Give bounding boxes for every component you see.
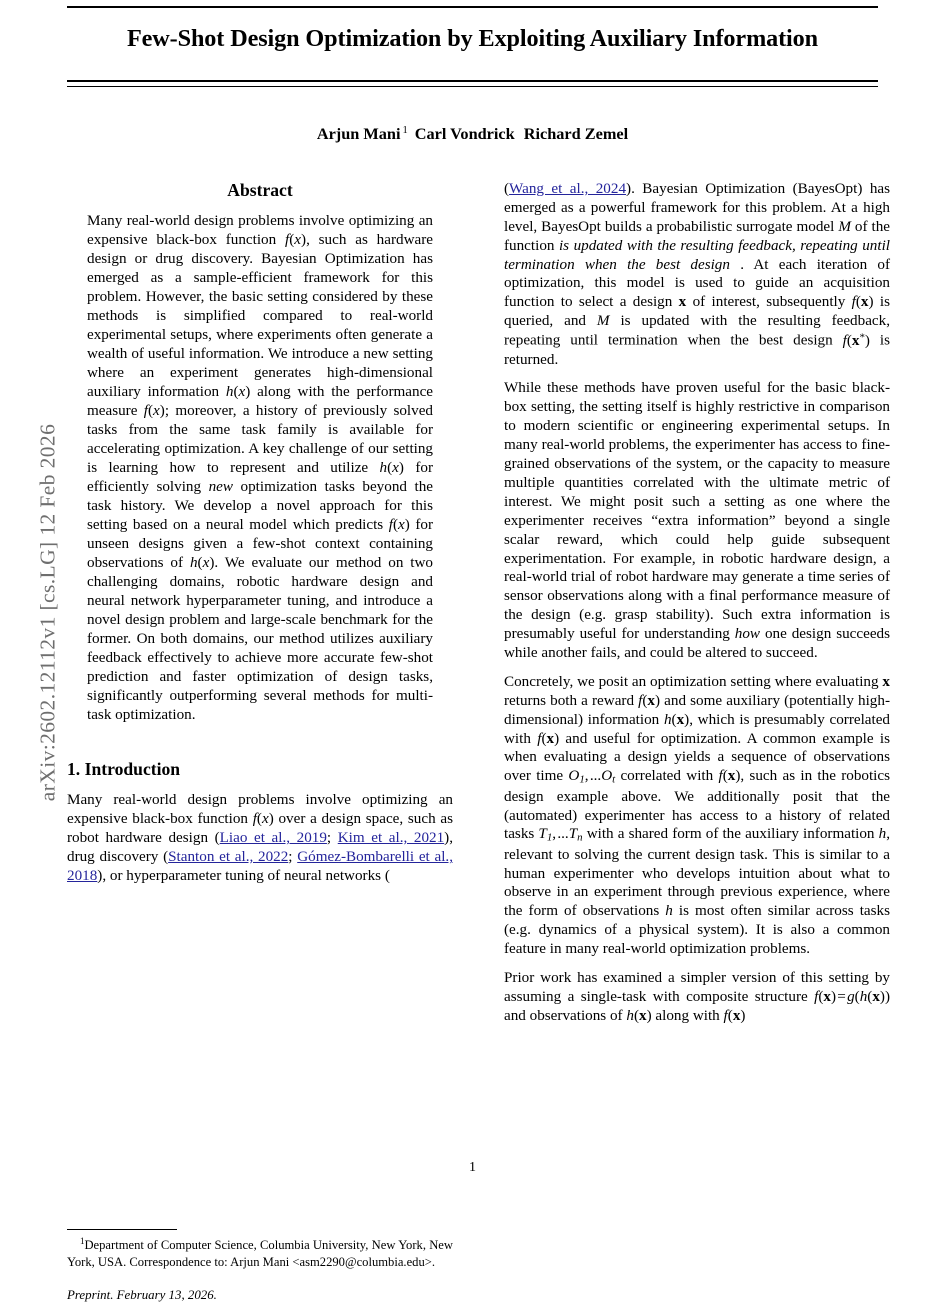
title-block: [67, 24, 878, 54]
right-text-4: of interest, subsequently: [686, 293, 852, 311]
right-emphasis-how: how: [734, 625, 761, 643]
right-text-p3-4: , which is presumably correlated with: [504, 710, 891, 747]
abstract-text-2: , such as hardware design or drug discovery. Bayesian Optimization has emerged as a sample-efficient framework for this problem. However, the basic setting considered by these methods is simplified compared to real-world experimental setups, where experiments often generate a wealth of useful information. We introduce a new setting where an experiment generates high-dimensional auxiliary information: [87, 230, 433, 400]
citation-kim-2021[interactable]: Kim et al., 2021: [337, 829, 445, 847]
citation-gomez-bombarelli-2018[interactable]: Gómez-Bombarelli et al., 2018: [67, 848, 453, 885]
right-text-p3-9: , relevant to solving the current design task. This is similar to a human experimenter who develops intuition about what to observe in an experiment through previous experience, where the form of observations: [504, 825, 890, 920]
abstract-body: [67, 212, 453, 725]
right-text-p2-b: one design succeeds while another fails, and could be altered to succeed.: [504, 625, 890, 661]
math-f-of-x-intro: f(x): [252, 810, 274, 828]
author-affiliation-marker: 1: [402, 124, 408, 136]
footnote-rule: [67, 1229, 177, 1230]
footnote-body: Department of Computer Science, Columbia University, New York, New York, USA. Correspondence to: Arjun Mani <asm2290@columbia.edu>.: [67, 1238, 453, 1269]
intro-paragraph-1: [67, 791, 453, 885]
author-name-1: Arjun Mani: [316, 124, 401, 143]
math-f-of-bold-x-3: f(x): [537, 729, 560, 747]
right-text-p4-2: and observations of: [504, 1006, 627, 1024]
arxiv-stamp: arXiv:2602.12112v1 [cs.LG] 12 Feb 2026: [35, 423, 60, 802]
intro-heading-spacer: [67, 780, 453, 791]
right-text-p3-7: , such as in the robotics design example above. We additionally posit that the (automated) experimenter has access to a history of related tasks: [504, 767, 890, 843]
abstract-heading: Abstract: [227, 180, 293, 200]
abstract-spacer: [67, 725, 453, 759]
math-model-M-1: M: [838, 217, 851, 235]
abstract-text-1: Many real-world design problems involve optimizing an expensive black-box function: [87, 211, 433, 248]
intro-text-4: ), drug discovery (: [67, 829, 453, 866]
footnote-marker: 1: [79, 1236, 85, 1247]
math-f-of-x-2: f(x): [143, 401, 165, 419]
math-h-of-x-3: h(x): [189, 553, 215, 571]
citation-stanton-2022[interactable]: Stanton et al., 2022: [168, 848, 289, 866]
math-h-of-x-1: h(x): [225, 382, 251, 400]
title-rule-lower: [67, 86, 878, 87]
right-paragraph-3: [504, 673, 890, 959]
right-column: [504, 180, 890, 1026]
abstract-text-4: ; moreover, a history of previously solved tasks from the same task family is available for accelerating optimization. A key challenge of our setting is learning how to represent and utilize: [87, 401, 433, 476]
math-model-M-2: M: [596, 312, 610, 330]
right-paragraph-1: [504, 180, 890, 369]
math-f-of-bold-x-5: f(x): [723, 1006, 746, 1024]
math-composite-equation: f(x) = g(h(x)): [814, 987, 890, 1005]
right-text-p3-5: and useful for optimization. A common example is when evaluating a design yields a sequence of observations over time: [504, 729, 891, 785]
math-function-f: is updated with the resulting feedback, repeating until termination when the best design: [504, 236, 890, 273]
right-paragraph-2: [504, 379, 890, 662]
right-text-p3-2: returns both a reward: [504, 691, 639, 709]
right-text-6: is updated with the resulting feedback, repeating until termination when the best design: [504, 312, 890, 349]
right-text-1: ). Bayesian Optimization (BayesOpt) has emerged as a powerful framework for this problem. At a high level, BayesOpt builds a probabilistic surrogate model: [504, 180, 891, 235]
math-aux-h-1: h: [878, 825, 887, 843]
intro-text-3: ;: [326, 829, 338, 847]
preprint-line: Preprint. February 13, 2026.: [67, 1287, 217, 1302]
math-f-of-x-3: f(x): [388, 515, 410, 533]
math-f-of-bold-x-star: f(x*): [842, 331, 870, 349]
page-number: 1: [469, 1160, 476, 1175]
author-name-2: Carl Vondrick: [414, 124, 515, 143]
right-text-p3-10: is most often similar across tasks (e.g. dynamics of a physical system). It is also a common feature in many real-world optimization problems.: [504, 902, 890, 958]
right-text-p2-a: While these methods have proven useful for the basic black-box setting, the setting itself is highly restrictive in comparison to modern scientific or engineering experimental setups. In many real-world problems, the experimenter has access to fine-grained observations of the system, or the capacity to measure multiple quantities correlated with the ultimate metric of interest. We might posit such a setting as one where the experimenter receives “extra information” beyond a single scalar reward, which could help guide subsequent experimentation. For example, in robotic hardware design, a real-world trial of robot hardware may generate a time series of sensor observations along with a final performance measure of the design (e.g. grasp stability). Such extra information is presumably useful for understanding: [504, 379, 890, 643]
math-f-of-bold-x-4: f(x): [718, 767, 741, 785]
abstract-text-7: for unseen designs given a few-shot context containing observations of: [87, 515, 433, 571]
footnote-text: [67, 1236, 453, 1270]
right-text-5: is queried, and: [504, 293, 890, 330]
math-f-of-bold-x-2: f(x): [638, 691, 661, 709]
math-h-of-bold-x-2: h(x): [626, 1006, 652, 1024]
intro-text-1: Many real-world design problems involve optimizing an expensive black-box function: [67, 791, 453, 828]
math-aux-h-2: h: [665, 902, 673, 920]
right-text-p4-1: Prior work has examined a simpler version of this setting by assuming a single-task with composite structure: [504, 969, 890, 1005]
paper-page: [67, 0, 891, 1302]
author-name-3: Richard Zemel: [523, 124, 629, 143]
intro-text-6: ), or hyperparameter tuning of neural networks (: [97, 867, 390, 885]
right-text-7: is returned.: [504, 331, 890, 368]
citation-wang-2024[interactable]: Wang et al., 2024: [509, 180, 627, 197]
right-text-3: . At each iteration of optimization, this model is used to guide an acquisition function to select a design: [504, 255, 890, 311]
intro-text-2: over a design space, such as robot hardware design (: [67, 810, 453, 847]
abstract-emphasis-new: new: [208, 477, 233, 495]
intro-text-5: ;: [288, 848, 298, 866]
author-list: [67, 124, 878, 144]
section-heading-introduction: 1. Introduction: [67, 758, 181, 779]
math-f-of-x-1: f(x): [285, 230, 307, 248]
right-paragraph-4: [504, 969, 890, 1026]
right-text-p3-6: correlated with: [615, 767, 719, 785]
header-rule-top: [67, 6, 878, 8]
math-f-of-bold-x-1: f(x): [851, 293, 874, 311]
abstract-text-8: . We evaluate our method on two challenging domains, robotic hardware design and neural network hyperparameter tuning, and introduce a novel design problem and large-scale benchmark for the former. On both domains, our method utilizes auxiliary feedback effectively to achieve more accurate few-shot prediction and faster optimization of design tasks, significantly outperforming several methods for multi-task optimization.: [87, 553, 434, 723]
footnote-block: [67, 1229, 453, 1303]
math-design-x-2: x: [882, 672, 890, 690]
title-rule-upper: [67, 80, 878, 82]
right-text-2: of the function: [504, 217, 890, 254]
abstract-text-3: along with the performance measure: [87, 382, 434, 419]
abstract-text-6: optimization tasks beyond the task history. We develop a novel approach for this setting based on a neural model which predicts: [87, 477, 433, 533]
right-text-p3-3: and some auxiliary (potentially high-dimensional) information: [504, 691, 890, 728]
math-design-x-1: x: [678, 293, 687, 311]
page-title: Few-Shot Design Optimization by Exploiting Auxiliary Information: [126, 25, 819, 52]
abstract-text-5: for efficiently solving: [87, 458, 433, 495]
right-text-p4-3: along with: [651, 1006, 724, 1024]
math-h-of-x-2: h(x): [379, 458, 404, 476]
math-h-of-bold-x-1: h(x): [663, 710, 690, 728]
right-text-p3-1: Concretely, we posit an optimization setting where evaluating: [504, 672, 883, 690]
paren-open: (: [504, 180, 510, 197]
math-observation-sequence: $O_1$, $...O_t$: [568, 767, 616, 787]
right-text-p3-8: with a shared form of the auxiliary information: [582, 825, 879, 843]
math-task-sequence: $T_1$, $...T_n$: [538, 825, 583, 845]
citation-liao-2019[interactable]: Liao et al., 2019: [219, 829, 327, 847]
left-column: [67, 180, 453, 1302]
